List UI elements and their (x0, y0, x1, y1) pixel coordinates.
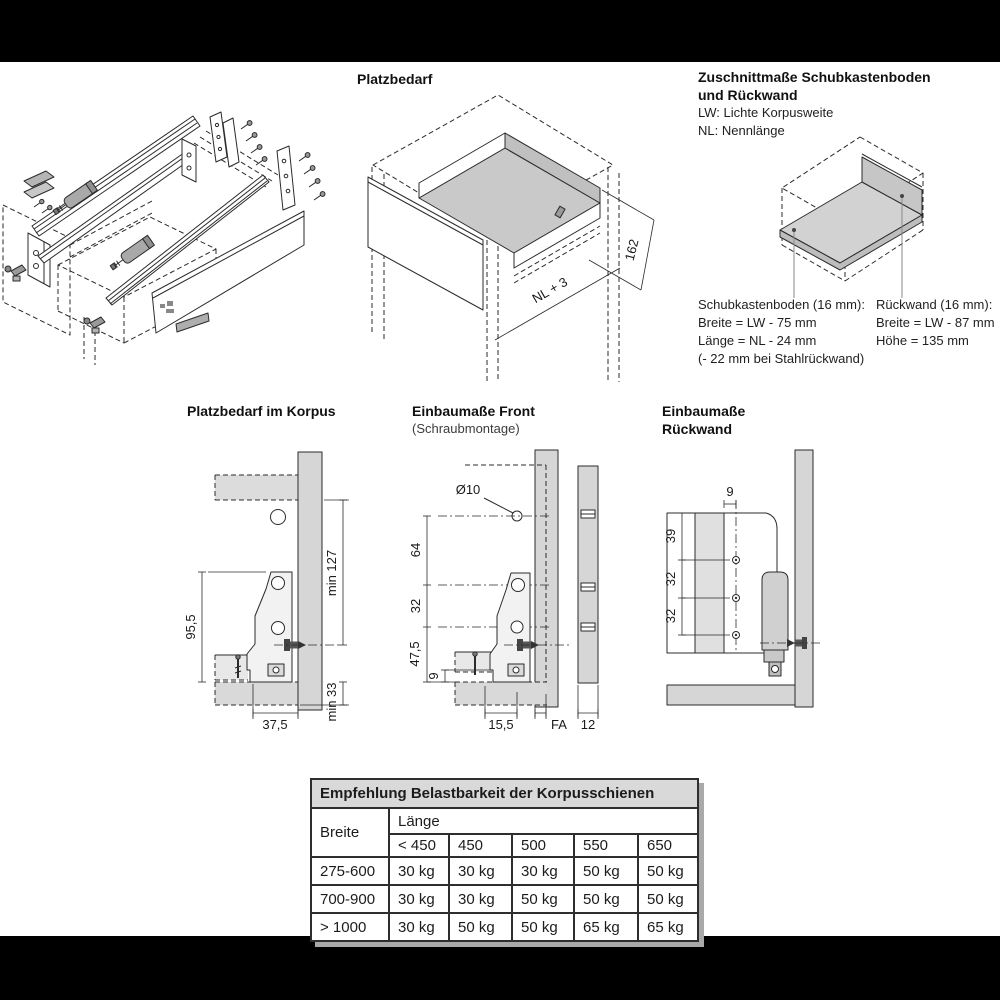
dim-9: 9 (726, 484, 734, 499)
cell: 30 kg (512, 857, 574, 885)
cell: 50 kg (449, 913, 512, 941)
dim-37-5: 37,5 (262, 717, 288, 732)
dim-15-5: 15,5 (488, 717, 514, 732)
cell: 30 kg (449, 857, 512, 885)
cell: 50 kg (574, 857, 638, 885)
slide-rear-profile (762, 572, 788, 650)
exploded-assembly-drawing (0, 95, 345, 385)
cell: 50 kg (638, 885, 698, 913)
dim-95-5: 95,5 (183, 614, 198, 640)
bottom-black-band (0, 936, 1000, 1000)
dim-hole-diameter: Ø10 (455, 482, 481, 497)
cell: 30 kg (389, 885, 449, 913)
table-col-header: 500 (512, 834, 574, 857)
cell: 65 kg (574, 913, 638, 941)
dim-9: 9 (426, 672, 441, 680)
cell: 50 kg (512, 913, 574, 941)
boden-laenge: Länge = NL - 24 mm (698, 333, 817, 348)
table-breite-header: Breite (311, 808, 389, 857)
dim-32-upper: 32 (663, 571, 678, 587)
dim-64: 64 (408, 542, 423, 558)
cell: 50 kg (512, 885, 574, 913)
table-title: Empfehlung Belastbarkeit der Korpusschienen (311, 779, 698, 808)
latch-device (5, 265, 26, 281)
row-breite: 275-600 (311, 857, 389, 885)
rueckwand-title-2: Rückwand (662, 421, 733, 437)
platzbedarf-drawing (355, 90, 660, 385)
korpus-drawing (170, 440, 395, 740)
table-row (311, 885, 698, 913)
front-title-block (412, 402, 535, 438)
dim-32-lower: 32 (663, 608, 678, 624)
boden-heading: Schubkastenboden (16 mm): (698, 297, 865, 312)
cell: 50 kg (638, 857, 698, 885)
dim-32: 32 (408, 598, 423, 614)
table-col-header: 650 (638, 834, 698, 857)
rueckwand-specs (876, 296, 995, 350)
dim-min-127: min 127 (324, 549, 339, 597)
zuschnitt-nl: NL: Nennlänge (698, 123, 785, 138)
cabinet-side-panel (298, 452, 322, 710)
cell: 50 kg (574, 885, 638, 913)
rueckwand-hoehe: Höhe = 135 mm (876, 333, 969, 348)
schubkastenboden-specs (698, 296, 865, 368)
dim-47-5: 47,5 (407, 641, 422, 667)
table-col-header: 550 (574, 834, 638, 857)
table-row (311, 913, 698, 941)
table-laenge-header: Länge (389, 808, 698, 834)
front-drawing (400, 440, 635, 740)
rueckwand-title-block (662, 402, 745, 438)
cell: 30 kg (389, 913, 449, 941)
front-title: Einbaumaße Front (412, 403, 535, 419)
table-col-header: < 450 (389, 834, 449, 857)
front-subtitle: (Schraubmontage) (412, 421, 520, 436)
dim-min-33: min 33 (324, 682, 339, 722)
table-col-header: 450 (449, 834, 512, 857)
zuschnitt-text-block (698, 68, 931, 140)
row-breite: 700-900 (311, 885, 389, 913)
dim-39: 39 (663, 528, 678, 544)
rueckwand-breite: Breite = LW - 87 mm (876, 315, 995, 330)
zuschnitt-drawing (750, 130, 1000, 302)
rueckwand-drawing (650, 440, 885, 740)
cabinet-bottom-panel (667, 685, 813, 705)
load-capacity-table (310, 778, 699, 942)
boden-stahl-note: (- 22 mm bei Stahlrückwand) (698, 351, 865, 366)
cell: 65 kg (638, 913, 698, 941)
dim-fa: FA (551, 717, 567, 732)
boden-breite: Breite = LW - 75 mm (698, 315, 817, 330)
zuschnitt-lw: LW: Lichte Korpusweite (698, 105, 834, 120)
cell: 30 kg (389, 857, 449, 885)
zuschnitt-title-2: und Rückwand (698, 87, 798, 103)
top-black-band (0, 0, 1000, 62)
cabinet-side-panel (795, 450, 813, 707)
zuschnitt-title-1: Zuschnittmaße Schubkastenboden (698, 69, 931, 85)
dim-nl3: NL + 3 (529, 274, 571, 307)
table-row (311, 857, 698, 885)
front-panel-section (578, 466, 598, 683)
rueckwand-title-1: Einbaumaße (662, 403, 746, 419)
cell: 30 kg (449, 885, 512, 913)
korpus-title: Platzbedarf im Korpus (187, 403, 336, 419)
dim-12: 12 (580, 717, 596, 732)
row-breite: > 1000 (311, 913, 389, 941)
platzbedarf-title: Platzbedarf (357, 71, 433, 87)
rueckwand-heading: Rückwand (16 mm): (876, 297, 993, 312)
dim-162: 162 (621, 237, 642, 263)
